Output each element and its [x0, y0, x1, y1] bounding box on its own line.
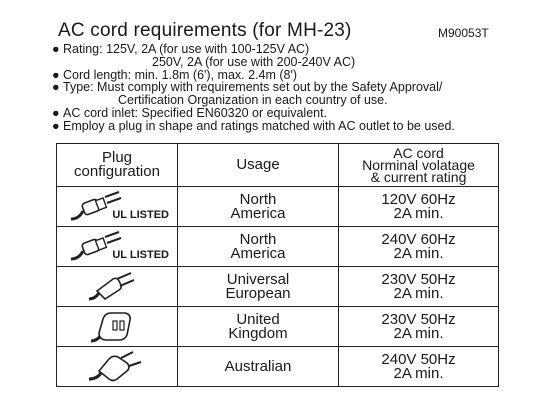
european-plug-icon	[87, 269, 147, 303]
table-row	[57, 187, 499, 227]
plug-cell	[57, 307, 178, 347]
requirements-list	[52, 43, 522, 133]
bullet-dot-icon: ●	[52, 67, 60, 82]
ul-listed-label: UL LISTED	[112, 249, 169, 261]
rating-cell: 120V 60Hz 2A min.	[339, 187, 499, 227]
australian-plug-icon	[87, 349, 149, 385]
plug-cell	[57, 347, 178, 387]
plug-requirements-table	[56, 143, 499, 387]
ul-listed-label: UL LISTED	[112, 209, 169, 221]
usage-cell: Universal European	[178, 267, 339, 307]
table-row	[57, 347, 499, 387]
table-row	[57, 307, 499, 347]
bullet-rating-cont: 250V, 2A (for use with 200-240V AC)	[152, 54, 356, 69]
uk-plug-icon	[89, 309, 149, 345]
usage-cell: Australian	[178, 347, 339, 387]
header-plug-configuration: Plug configuration	[57, 144, 178, 187]
header-rating: AC cord Norminal volatage & current rating	[339, 144, 499, 187]
plug-cell	[57, 187, 178, 227]
bullet-dot-icon: ●	[52, 80, 60, 95]
bullet-cord-inlet: ● AC cord inlet: Specified EN60320 or equivalent.	[52, 105, 328, 120]
bullet-dot-icon: ●	[52, 105, 60, 120]
bullet-rating: ● Rating: 125V, 2A (for use with 100-125V AC)	[52, 42, 310, 56]
bullet-type: ● Type: Must comply with requirements set out by the Safety Approval/	[52, 80, 443, 95]
header-usage: Usage	[178, 144, 339, 187]
bullet-type-cont: Certification Organization in each country of use.	[118, 93, 388, 108]
plug-cell	[57, 267, 178, 307]
rating-cell: 230V 50Hz 2A min.	[339, 267, 499, 307]
usage-cell: United Kingdom	[178, 307, 339, 347]
plug-cell	[57, 227, 178, 267]
bullet-dot-icon: ●	[52, 118, 60, 133]
bullet-cord-length: ● Cord length: min. 1.8m (6'), max. 2.4m (8')	[52, 67, 298, 82]
table-row	[57, 267, 499, 307]
rating-cell: 240V 60Hz 2A min.	[339, 227, 499, 267]
usage-cell: North America	[178, 187, 339, 227]
table-header-row	[57, 144, 499, 187]
bullet-dot-icon: ●	[52, 42, 60, 56]
document-code: M90053T	[438, 26, 489, 40]
rating-cell: 230V 50Hz 2A min.	[339, 307, 499, 347]
table-row	[57, 227, 499, 267]
usage-cell: North America	[178, 227, 339, 267]
bullet-plug: ● Employ a plug in shape and ratings matched with AC outlet to be used.	[52, 118, 455, 133]
rating-cell: 240V 50Hz 2A min.	[339, 347, 499, 387]
page-title: AC cord requirements (for MH-23)	[58, 20, 352, 41]
